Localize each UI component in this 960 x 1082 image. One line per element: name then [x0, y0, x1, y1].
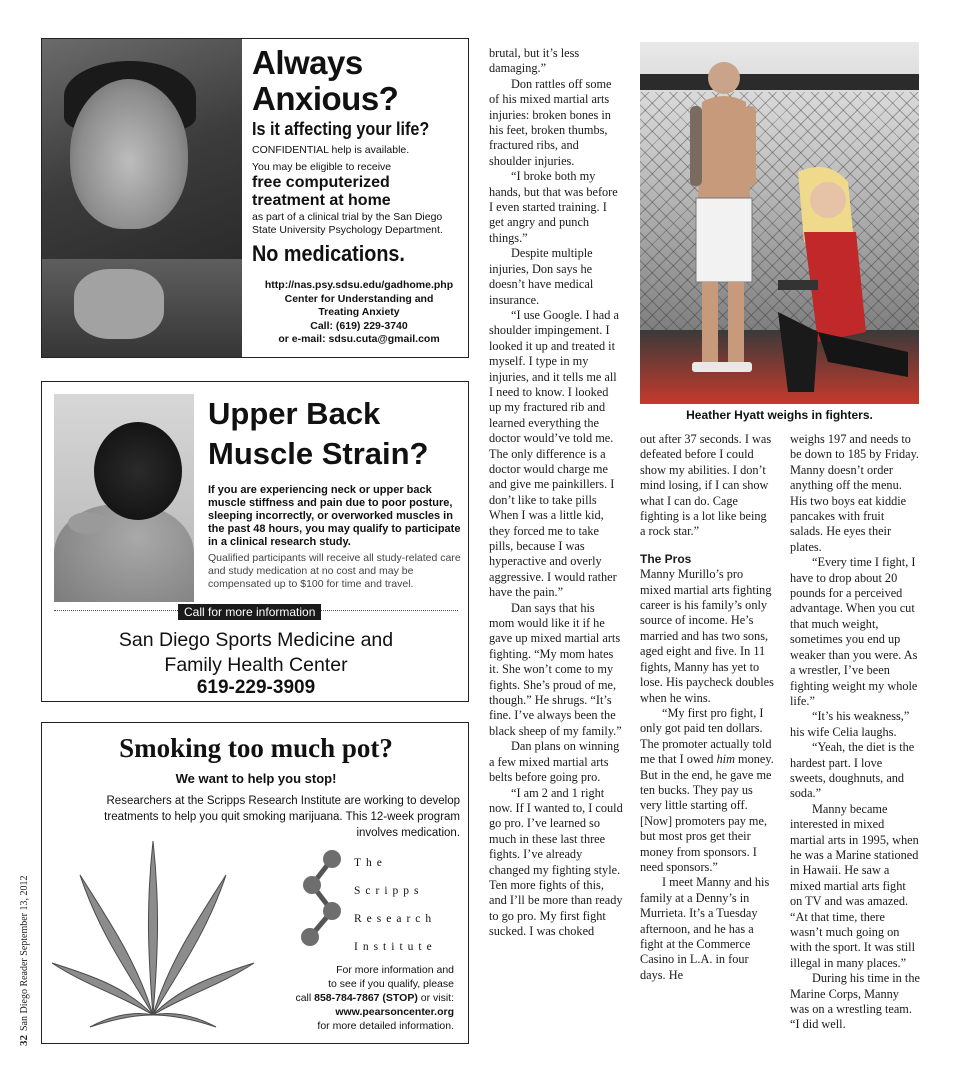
back-ad-title: Upper Back Muscle Strain?	[208, 396, 429, 471]
anxiety-ad-confidential: CONFIDENTIAL help is available.	[252, 144, 410, 156]
back-ad-center: San Diego Sports Medicine and Family Health Center	[118, 629, 394, 676]
logo-word: Research	[354, 913, 437, 925]
anxiety-ad-subtitle: Is it affecting your life?	[252, 119, 430, 139]
info-line: for more detailed information.	[317, 1020, 454, 1032]
page-folio	[18, 875, 30, 1046]
pot-ad-info	[262, 963, 454, 1033]
anxiety-ad-offer: free computerized treatment at home	[252, 174, 391, 209]
article-paragraph: brutal, but it’s less damaging.”	[489, 46, 580, 76]
article-paragraph: out after 37 seconds. I was defeated before I could show my abilities. I don’t mind losing, if I can show what I can do. Cage fighting is a lot like being a rock star.”	[640, 432, 772, 539]
article-paragraph: Manny became interested in mixed martial arts in 1995, when he was a Marine stationed in Hawaii. He saw a mixed martial arts fight on TV and was amazed. “At that time, there wasn’t much going on with the sport. It was still illegal in many places.”	[790, 801, 919, 970]
marijuana-study-ad	[41, 722, 469, 1044]
logo-word: Scripps	[354, 885, 424, 897]
info-line: to see if you qualify, please	[328, 978, 454, 990]
pot-ad-subtitle: We want to help you stop!	[175, 771, 337, 786]
pot-ad-url[interactable]: www.pearsoncenter.org	[335, 1006, 454, 1018]
article-paragraph: “Every time I fight, I have to drop about 20 pounds for a perceived advantage. When you cut that much weight, sometimes you end up weaker than you were. As a wrestler, I’ve been fighting weight my whole life.”	[790, 555, 918, 708]
back-ad-fine-print: Qualified participants will receive all study-related care and study medication at no cost and may be compensated up to $100 for time and travel.	[208, 552, 461, 590]
back-strain-study-ad	[41, 381, 469, 702]
info-line: For more information and	[336, 964, 454, 976]
article-paragraph: weighs 197 and needs to be down to 185 by Friday. Manny doesn’t order anything off the menu. His two boys eat kiddie pancakes with fruit salads. He eyes their plates.	[790, 432, 919, 554]
logo-word: The	[354, 857, 387, 869]
article-paragraph: During his time in the Marine Corps, Manny was on a wrestling team. “I did well.	[790, 971, 920, 1032]
pot-ad-title: Smoking too much pot?	[119, 733, 393, 763]
article-paragraph: Despite multiple injuries, Don says he doesn’t have medical insurance.	[489, 246, 594, 307]
article-column-2	[640, 432, 774, 983]
article-paragraph: “Yeah, the diet is the hardest part. I love sweets, doughnuts, and soda.”	[790, 740, 915, 801]
pot-ad-phone: 858-784-7867 (STOP)	[314, 992, 418, 1004]
anxiety-ad-center: Center for Understanding and Treating Anxiety	[284, 292, 434, 318]
anxiety-ad-title: Always Anxious?	[252, 44, 399, 117]
article-paragraph: I meet Manny and his family at a Denny’s in Murrieta. It’s a Tuesday afternoon, and he has a fight at the Commerce Casino in L.A. in four days. He	[640, 875, 770, 982]
article-paragraph: “I am 2 and 1 right now. If I wanted to, I could go pro. I’ve learned so much in these last three fights. I’ve already changed my fighting style. Ten more fights of this, and I’ll be more than ready to go pro. My first fight sucked. I was choked	[489, 785, 623, 939]
page-number: 32	[18, 1035, 30, 1046]
anxiety-ad-contact	[252, 279, 466, 347]
anxiety-ad-phone: Call: (619) 229-3740	[310, 319, 408, 332]
woman-figure-icon	[758, 162, 916, 392]
article-column-3	[790, 432, 920, 1033]
article-paragraph: Dan says that his mom would like it if he gave up mixed martial arts fighting. “My mom hates it. She won’t come to my fights. She’s proud of me, though.” He shrugs. “It’s fine. I’ve always been the black sheep of my family.”	[489, 600, 622, 738]
article-paragraph: “My first pro fight, I only got paid ten dollars. The promoter actually told me that I owed him money. But in the end, he gave me ten bucks. They pay us very little starting off. [Now] promoters pay me, but most pros get their money from sponsors. I need sponsors.”	[640, 705, 774, 874]
call-info-label: Call for more information	[178, 604, 321, 620]
cannabis-leaf-icon	[50, 835, 256, 1029]
anxiety-ad-text	[252, 45, 466, 347]
scripps-logo-text	[354, 849, 437, 961]
article-paragraph: Don rattles off some of his mixed martial arts injuries: broken bones in his feet, broken thumbs, fractured ribs, and shoulder injuries.	[489, 76, 612, 168]
anxiety-ad-no-medications: No medications.	[252, 241, 405, 266]
article-paragraph: Dan plans on winning a few mixed martial arts belts before going pro.	[489, 739, 620, 785]
fighter-figure-icon	[680, 50, 760, 380]
anxious-man-photo	[42, 39, 242, 358]
section-subhead: The Pros	[640, 551, 692, 566]
photo-caption: Heather Hyatt weighs in fighters.	[686, 408, 873, 422]
anxiety-ad-url[interactable]: http://nas.psy.sdsu.edu/gadhome.php	[264, 279, 454, 291]
anxiety-ad-trial: as part of a clinical trial by the San Diego State University Psychology Department.	[252, 211, 443, 236]
article-paragraph: Manny Murillo’s pro mixed martial arts fighting career is his family’s only source of income. He’s married and has two sons, aged eight and five. In 11 fights, Manny has yet to lose. His paycheck doubles when he wins.	[640, 567, 774, 705]
article-paragraph: “I use Google. I had a shoulder impingement. I looked it up and treated it myself. I type in my injuries, and it tells me all I need to know. I looked up my fractured rib and learned everything the doctor would’ve told me. The only difference is a doctor would charge me and give me painkillers. I don’t like to take pills When I was a little kid, they forced me to take pills, because I was hyperactive and overly aggressive. I would rather have the pain.”	[489, 307, 619, 600]
article-photo	[640, 42, 919, 404]
article-paragraph: “I broke both my hands, but that was before I even started training. I get angry and punch things.”	[489, 169, 618, 245]
anxiety-ad-eligible: You may be eligible to receive	[252, 161, 392, 173]
anxiety-ad-email[interactable]: or e-mail: sdsu.cuta@gmail.com	[278, 333, 440, 345]
publication-line: San Diego Reader September 13, 2012	[19, 875, 30, 1031]
back-ad-body: If you are experiencing neck or upper back muscle stiffness and pain due to poor posture, sleeping incorrectly, or overworked muscles in the past 48 hours, you may qualify to participate in a clinical research study.	[208, 484, 461, 548]
logo-word: Institute	[354, 941, 437, 953]
woman-back-photo	[54, 394, 194, 602]
info-line: call 858-784-7867 (STOP) or visit:	[295, 992, 454, 1004]
anxiety-study-ad	[41, 38, 469, 358]
article-column-1	[489, 46, 623, 940]
back-ad-phone: 619-229-3909	[196, 677, 316, 698]
article-paragraph: “It’s his weakness,” his wife Celia laughs.	[790, 709, 910, 739]
pot-ad-body: Researchers at the Scripps Research Institute are working to develop treatments to help you quit smoking marijuana. This 12-week program involves medication.	[104, 795, 460, 839]
